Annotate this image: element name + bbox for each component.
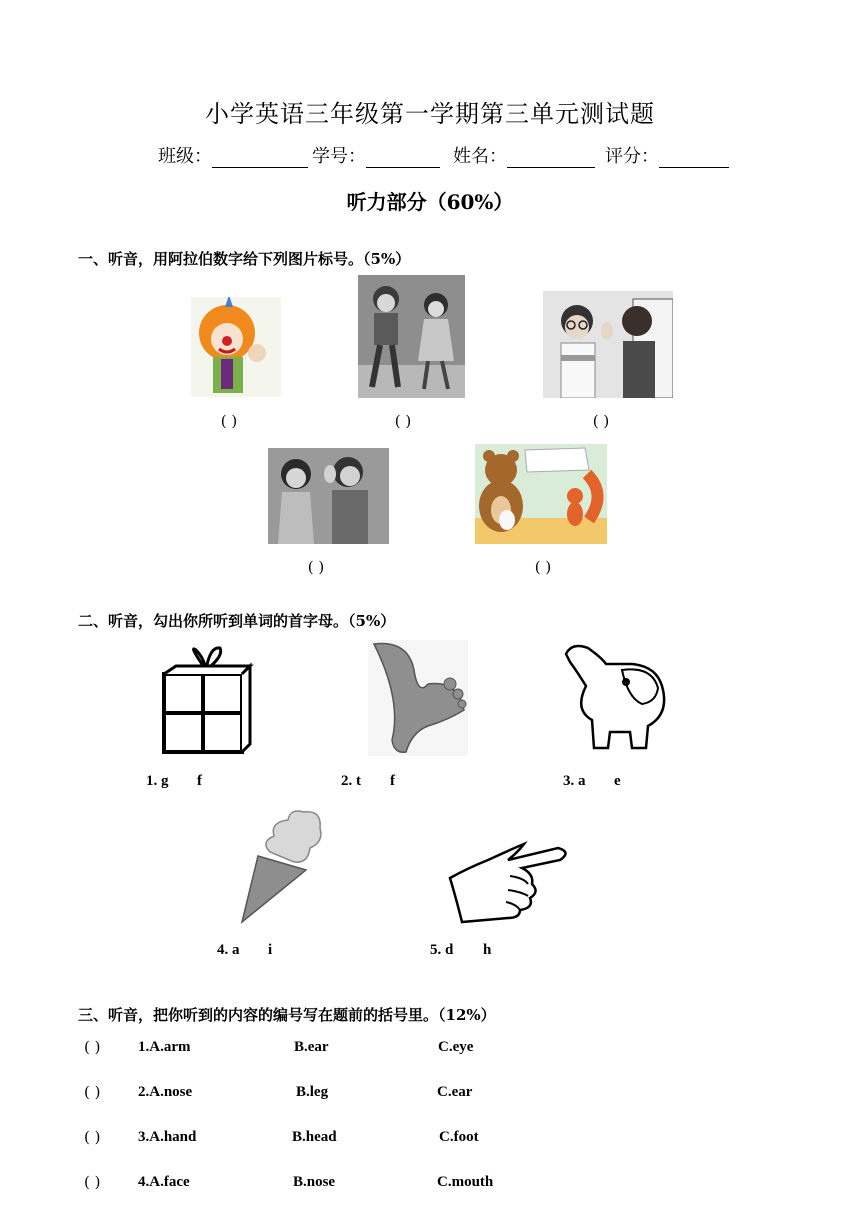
pointing-hand-picture	[448, 838, 572, 924]
row3-option-b: B.head	[292, 1129, 337, 1145]
section1-blank-5[interactable]: ( )	[534, 558, 552, 576]
item5-option-a[interactable]: 5. d	[430, 942, 454, 958]
item5-option-b[interactable]: h	[483, 942, 492, 958]
number-field	[312, 142, 440, 168]
section3-paren-2[interactable]: ( )	[84, 1083, 101, 1101]
section1-blank-3[interactable]: ( )	[592, 412, 610, 430]
section3-paren-4[interactable]: ( )	[84, 1173, 101, 1191]
class-blank	[212, 149, 308, 168]
class-label: 班级：	[158, 146, 212, 167]
section2-heading: 二、听音，勾出你所听到单词的首字母。（5%）	[78, 612, 396, 630]
item1-option-b[interactable]: f	[197, 773, 202, 789]
boys-greeting-picture	[543, 291, 673, 398]
row2-option-a: 2.A.nose	[138, 1084, 193, 1100]
class-field	[158, 142, 308, 168]
section3-paren-3[interactable]: ( )	[84, 1128, 101, 1146]
score-field	[605, 142, 729, 168]
row3-option-c: C.foot	[439, 1129, 479, 1145]
row2-option-b: B.leg	[296, 1084, 329, 1100]
number-blank	[366, 149, 440, 168]
score-label: 评分：	[605, 146, 659, 167]
row1-option-b: B.ear	[294, 1039, 329, 1055]
row1-option-c: C.eye	[438, 1039, 474, 1055]
section1-blank-2[interactable]: ( )	[394, 412, 412, 430]
section3-paren-1[interactable]: ( )	[84, 1038, 101, 1056]
name-field	[453, 142, 595, 168]
name-blank	[507, 149, 595, 168]
item4-option-a[interactable]: 4. a	[217, 942, 240, 958]
number-label: 学号：	[312, 146, 366, 167]
item2-option-a[interactable]: 2. t	[341, 773, 361, 789]
section1-blank-1[interactable]: ( )	[220, 412, 238, 430]
score-blank	[659, 149, 729, 168]
ice-cream-picture	[240, 806, 324, 924]
row1-option-a: 1.A.arm	[138, 1039, 191, 1055]
item3-option-b[interactable]: e	[614, 773, 621, 789]
name-label: 姓名：	[453, 146, 507, 167]
item3-option-a[interactable]: 3. a	[563, 773, 586, 789]
elephant-picture	[562, 640, 674, 754]
section1-blank-4[interactable]: ( )	[307, 558, 325, 576]
section1-heading: 一、听音，用阿拉伯数字给下列图片标号。（5%）	[78, 250, 411, 268]
item2-option-b[interactable]: f	[390, 773, 395, 789]
bear-rabbit-squirrel-picture	[475, 444, 607, 544]
row4-option-a: 4.A.face	[138, 1174, 190, 1190]
section3-heading: 三、听音，把你听到的内容的编号写在题前的括号里。（12%）	[78, 1006, 496, 1024]
row4-option-c: C.mouth	[437, 1174, 494, 1190]
foot-picture	[368, 640, 468, 756]
row3-option-a: 3.A.hand	[138, 1129, 197, 1145]
listening-header: 听力部分（60%）	[346, 190, 514, 214]
item4-option-b[interactable]: i	[268, 942, 273, 958]
row4-option-b: B.nose	[293, 1174, 336, 1190]
gift-box-picture	[158, 640, 254, 754]
page-title: 小学英语三年级第一学期第三单元测试题	[205, 100, 655, 128]
boy-girl-walking-picture	[358, 275, 465, 398]
row2-option-c: C.ear	[437, 1084, 473, 1100]
girl-boy-waving-picture	[268, 448, 389, 544]
clown-picture	[191, 297, 281, 397]
item1-option-a[interactable]: 1. g	[146, 773, 169, 789]
